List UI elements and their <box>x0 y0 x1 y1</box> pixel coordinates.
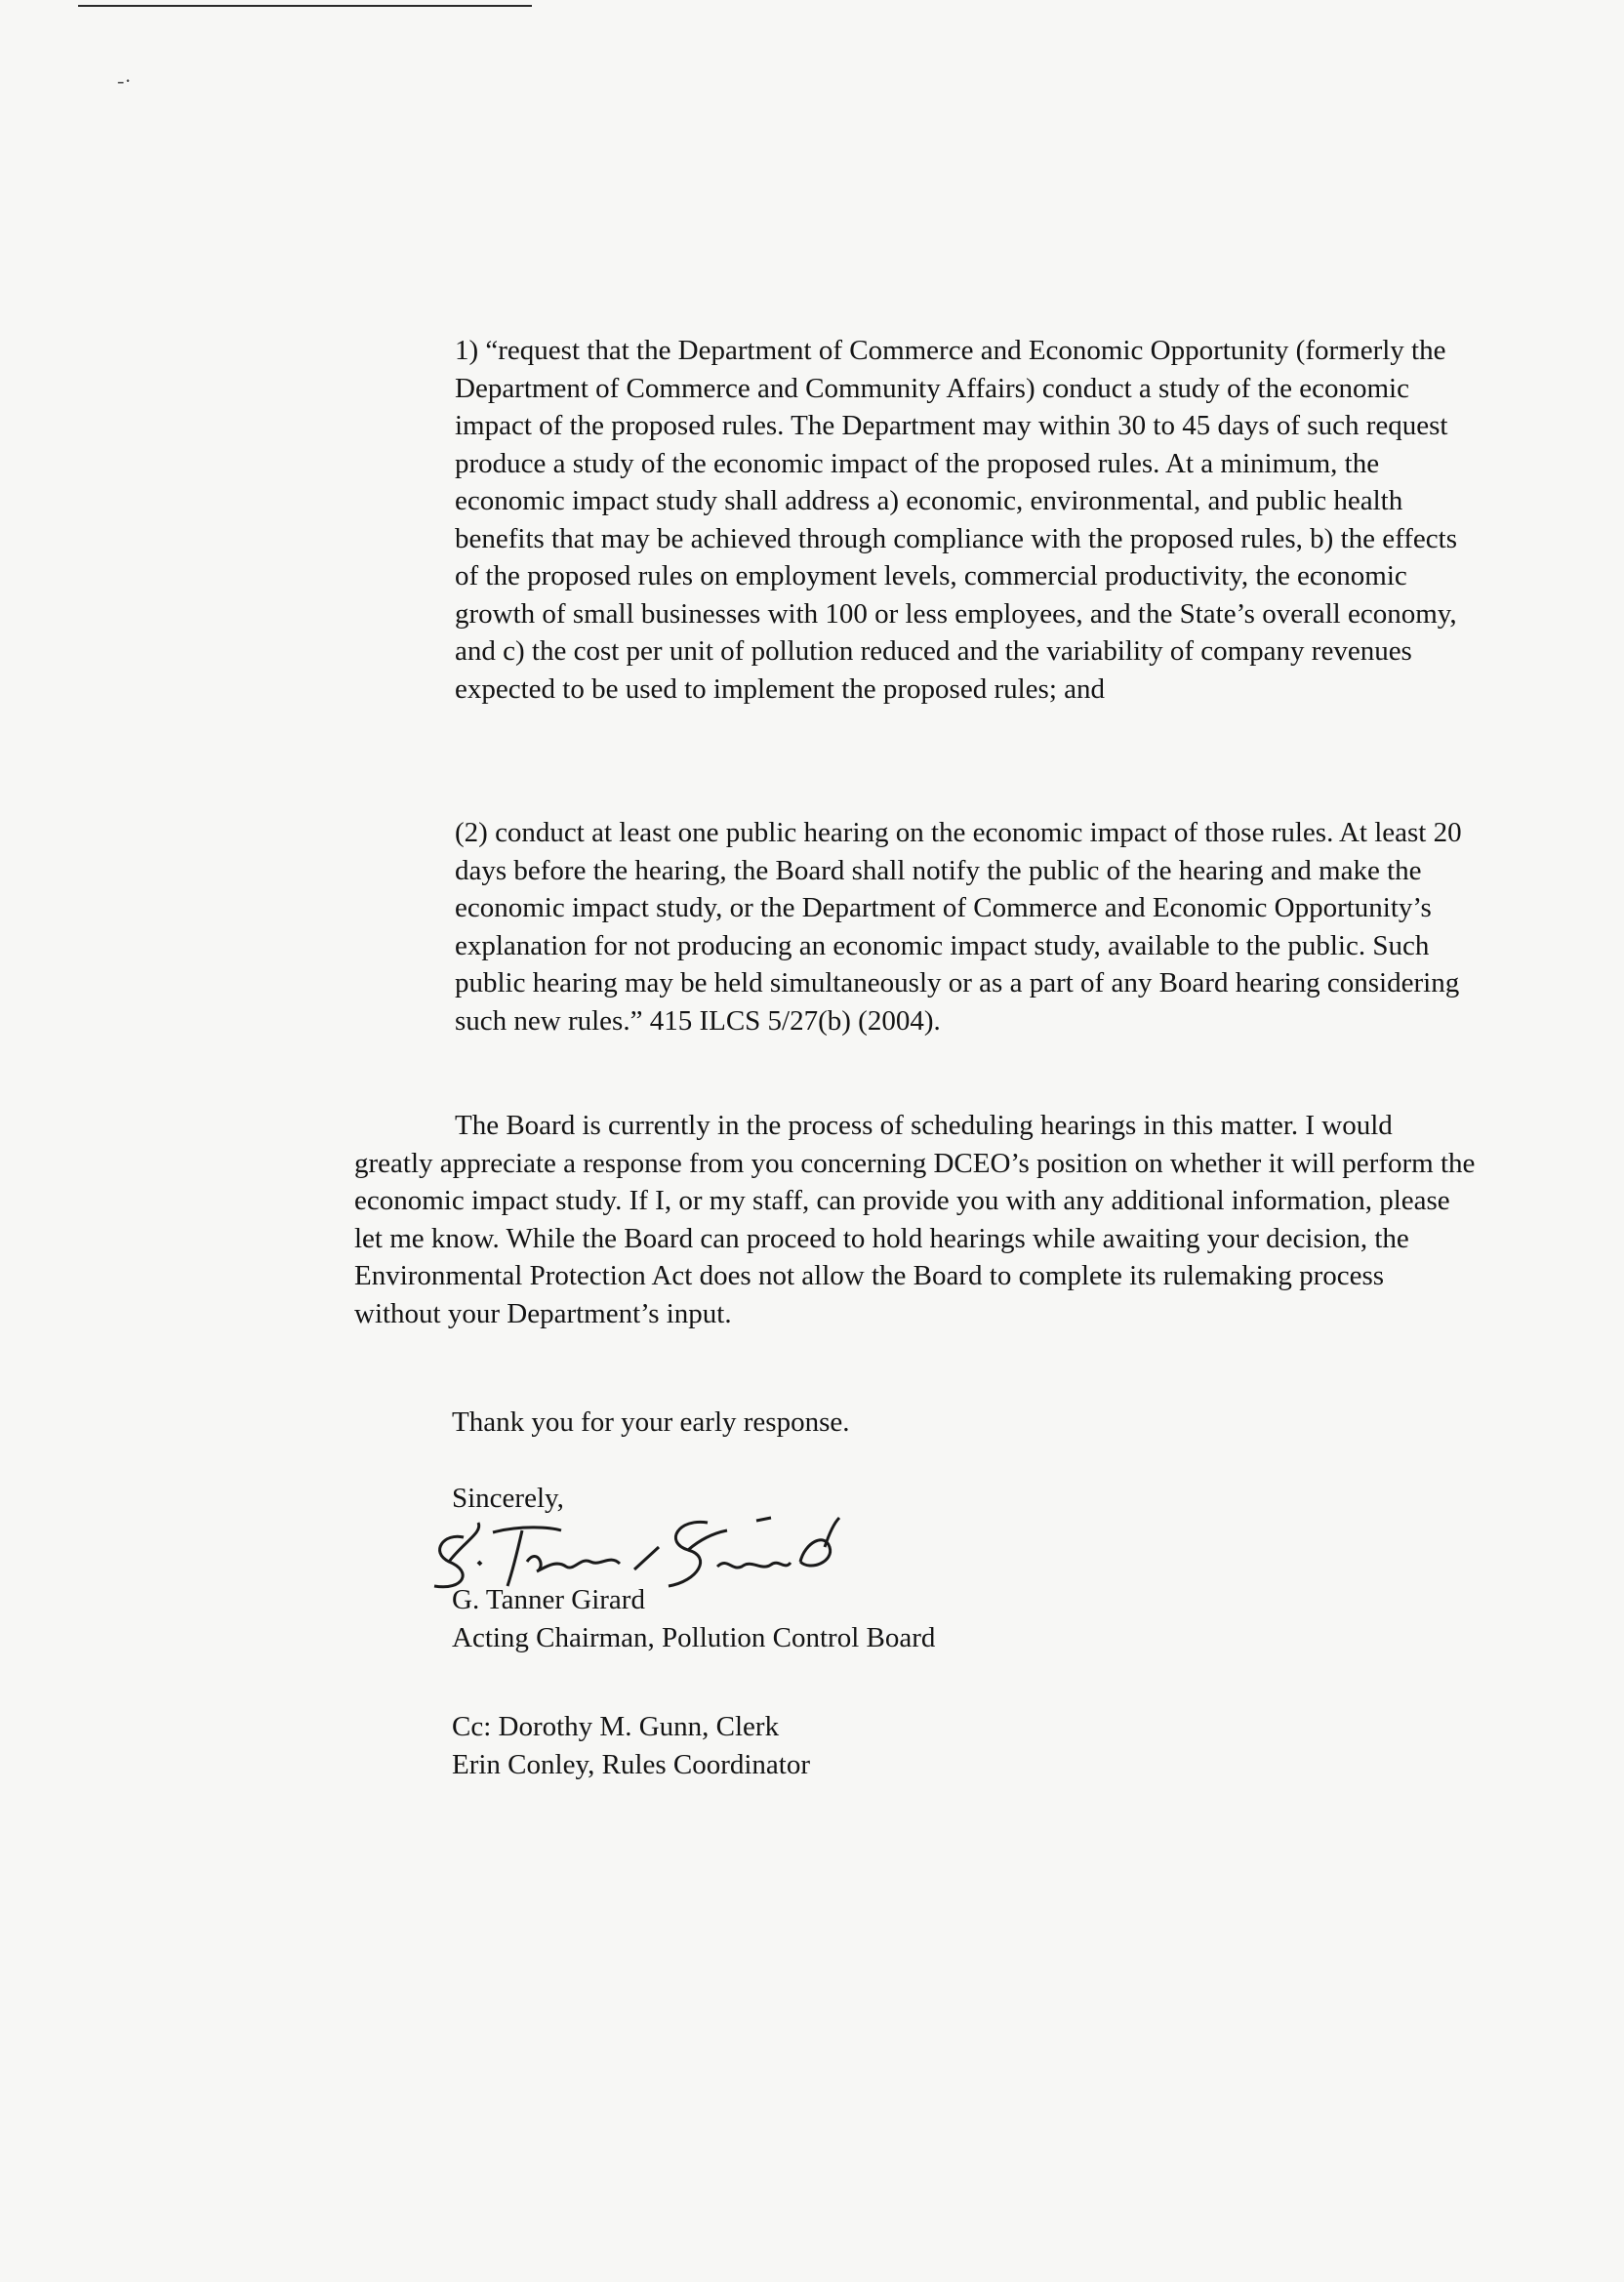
signer-name: G. Tanner Girard <box>452 1584 645 1615</box>
quoted-item-2: (2) conduct at least one public hearing on the economic impact of those rules. At least 20 days before the hearing, the Board shall notify the public of the hearing and make the economic impact study, or the Department of Commerce and Economic Opportunity’s explanation for not producing an economic impact study, available to the public. Such public hearing may be held simultaneously or as a part of any Board hearing considering such new rules.” 415 ILCS 5/27(b) (2004). <box>455 817 1462 1037</box>
body-paragraph: The Board is currently in the process of scheduling hearings in this matter. I would greatly appreciate a response from you concerning DCEO’s position on whether it will perform the economic impact study. If I, or my staff, can provide you with any additional information, please let me know. While the Board can proceed to hold hearings while awaiting your decision, the Environmental Protection Act does not allow the Board to complete its rulemaking process without your Department’s input. <box>354 1110 1476 1329</box>
closing-salutation: Sincerely, <box>452 1483 564 1514</box>
cc-line-1: Cc: Dorothy M. Gunn, Clerk <box>452 1711 780 1742</box>
quoted-item-1: 1) “request that the Department of Commerce and Economic Opportunity (formerly the Department of Commerce and Community Affairs) conduct a study of the economic impact of the proposed rules. The Department may within 30 to 45 days of such request produce a study of the economic impact of the proposed rules. At a minimum, the economic impact study shall address a) economic, environmental, and public health benefits that may be achieved through compliance with the proposed rules, b) the effects of the proposed rules on employment levels, commercial productivity, the economic growth of small businesses with 100 or less employees, and the State’s overall economy, and c) the cost per unit of pollution reduced and the variability of company revenues expected to be used to implement the proposed rules; and <box>455 335 1458 705</box>
cc-line-2: Erin Conley, Rules Coordinator <box>452 1749 811 1780</box>
top-rule <box>78 5 532 7</box>
signer-title: Acting Chairman, Pollution Control Board <box>452 1622 936 1653</box>
scan-mark: -· <box>117 68 132 93</box>
thanks-line: Thank you for your early response. <box>452 1406 850 1438</box>
